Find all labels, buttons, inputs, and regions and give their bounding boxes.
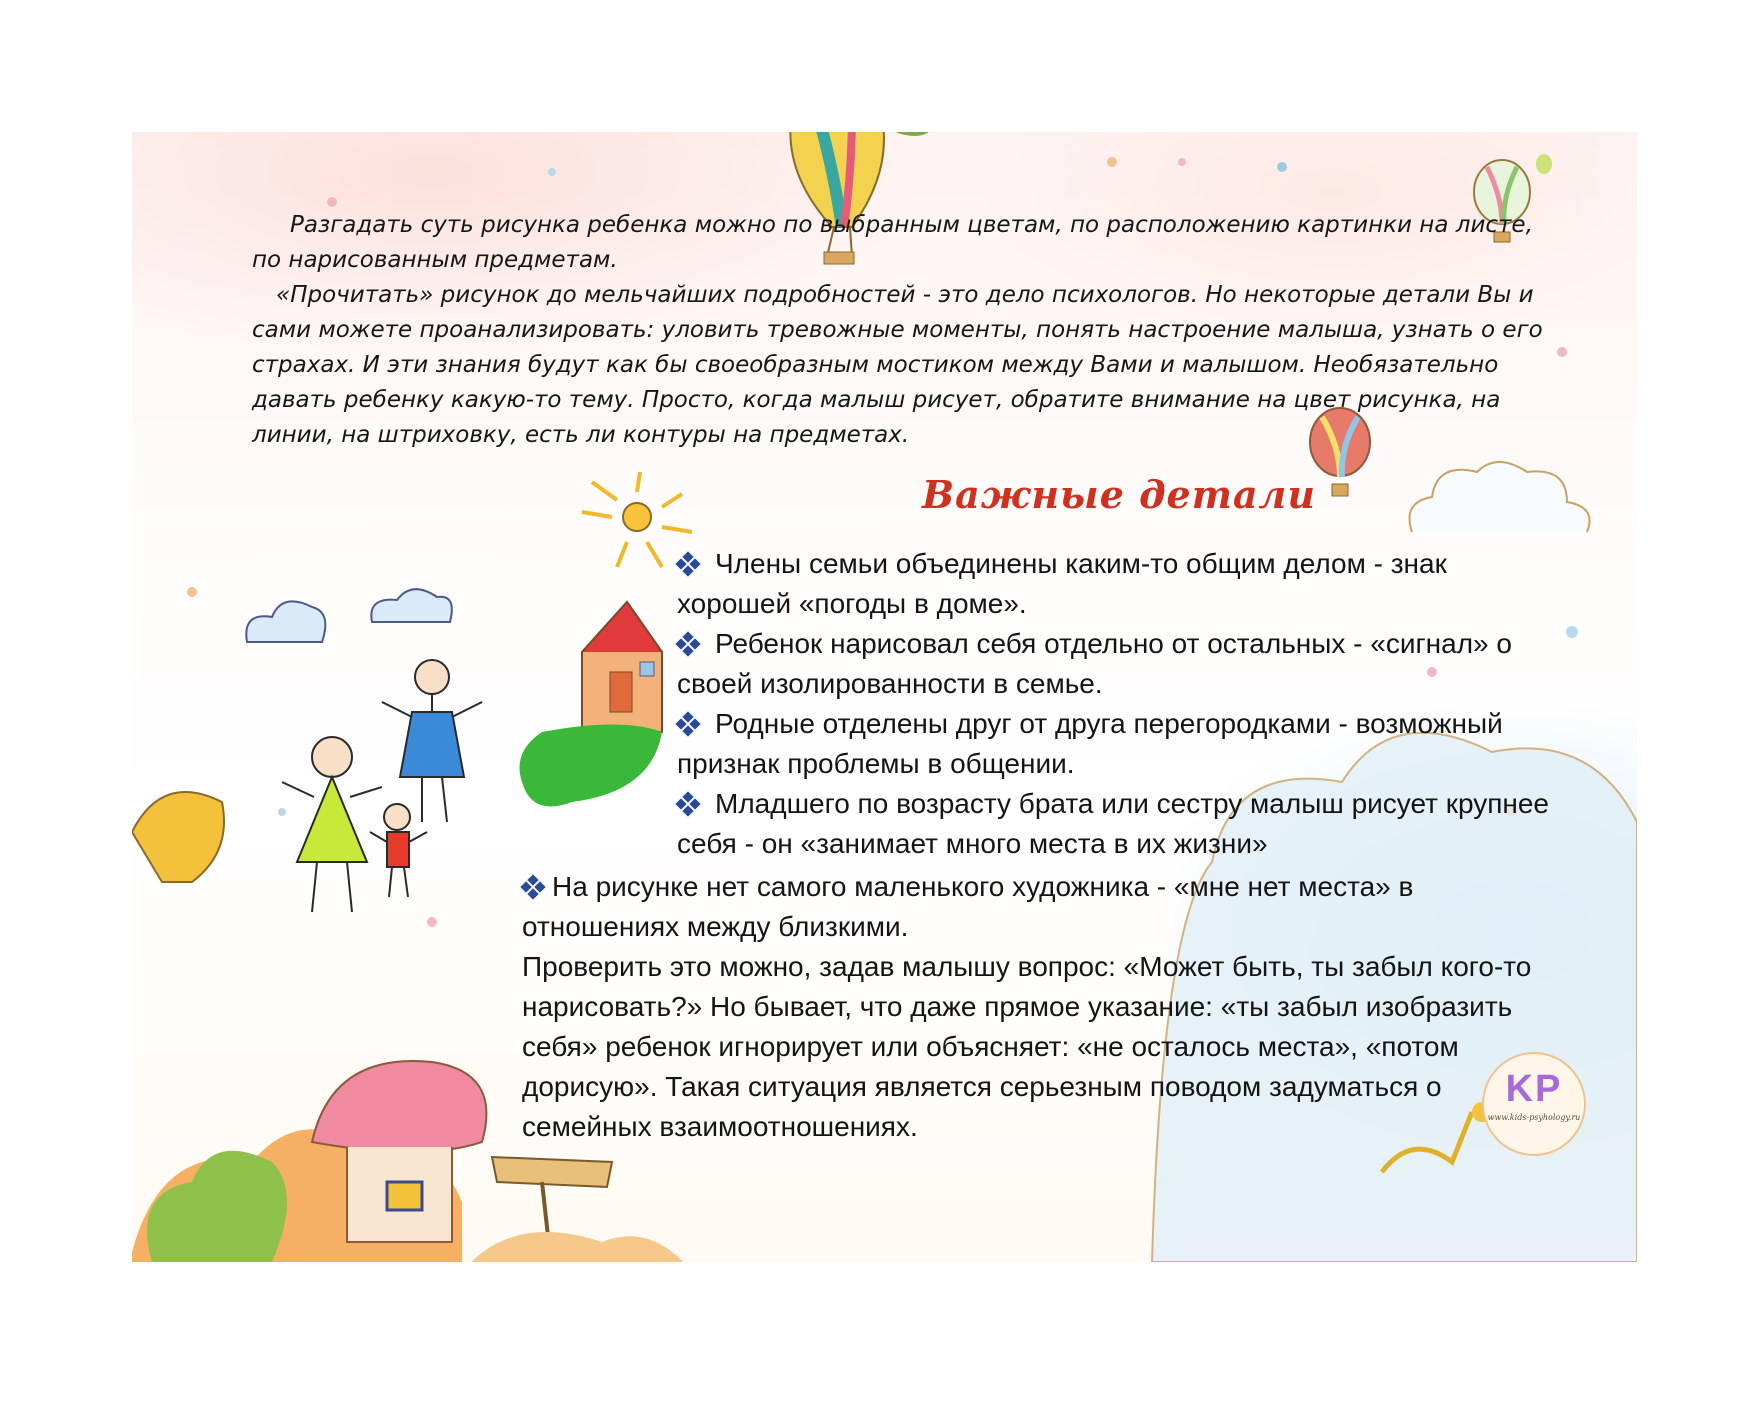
bullet-diamond-icon [677, 793, 699, 815]
bullet-diamond-icon [522, 876, 544, 898]
list-item [677, 784, 1557, 864]
list-item-text: Члены семьи объединены каким-то общим делом - знак хорошей «погоды в доме». [677, 548, 1447, 619]
list-item-text: Родные отделены друг от друга перегородками - возможный признак проблемы в общении. [677, 708, 1503, 779]
list-item [677, 544, 1557, 624]
bullet-diamond-icon [677, 633, 699, 655]
slide [132, 132, 1637, 1262]
intro-paragraph-2: «Прочитать» рисунок до мельчайших подробностей - это дело психологов. Но некоторые детали Вы и сами можете проанализировать: уловить тревожные моменты, понять настроение малыша, узнать о его страхах. И эти знания будут как бы своеобразным мостиком между Вами и малышом. Необязательно давать ребенку какую-то тему. Просто, когда малыш рисует, обратите внимание на цвет рисунка, на линии, на штриховку, есть ли контуры на предметах. [252, 282, 1543, 448]
list-item-text: Ребенок нарисовал себя отдельно от остальных - «сигнал» о своей изолированности в семье. [677, 628, 1512, 699]
list-item [522, 867, 1572, 947]
list-item [677, 624, 1557, 704]
bullet-diamond-icon [677, 553, 699, 575]
closing-paragraph: Проверить это можно, задав малышу вопрос: «Может быть, ты забыл кого-то нарисовать?» Но бывает, что даже прямое указание: «ты забыл изобразить себя» ребенок игнорирует или объясняет: «не осталось места», «потом дорисую». Такая ситуация является серьезным поводом задуматься о семейных взаимоотношениях. [522, 951, 1532, 1142]
logo-letters: KP [1505, 1068, 1563, 1110]
list-item-text: На рисунке нет самого маленького художника - «мне нет места» в отношениях между близкими. [522, 871, 1414, 942]
section-heading: Важные детали [922, 472, 1317, 517]
list-item-text: Младшего по возрасту брата или сестру малыш рисует крупнее себя - он «занимает много места в их жизни» [677, 788, 1549, 859]
closing-block [522, 867, 1572, 1147]
list-item [677, 704, 1557, 784]
intro-paragraph-1: Разгадать суть рисунка ребенка можно по выбранным цветам, по расположению картинки на листе, по нарисованным предметам. [252, 212, 1533, 273]
bullet-diamond-icon [677, 713, 699, 735]
logo-url: www.kids-psyhology.ru [1487, 1113, 1581, 1122]
sun-icon [582, 472, 692, 567]
